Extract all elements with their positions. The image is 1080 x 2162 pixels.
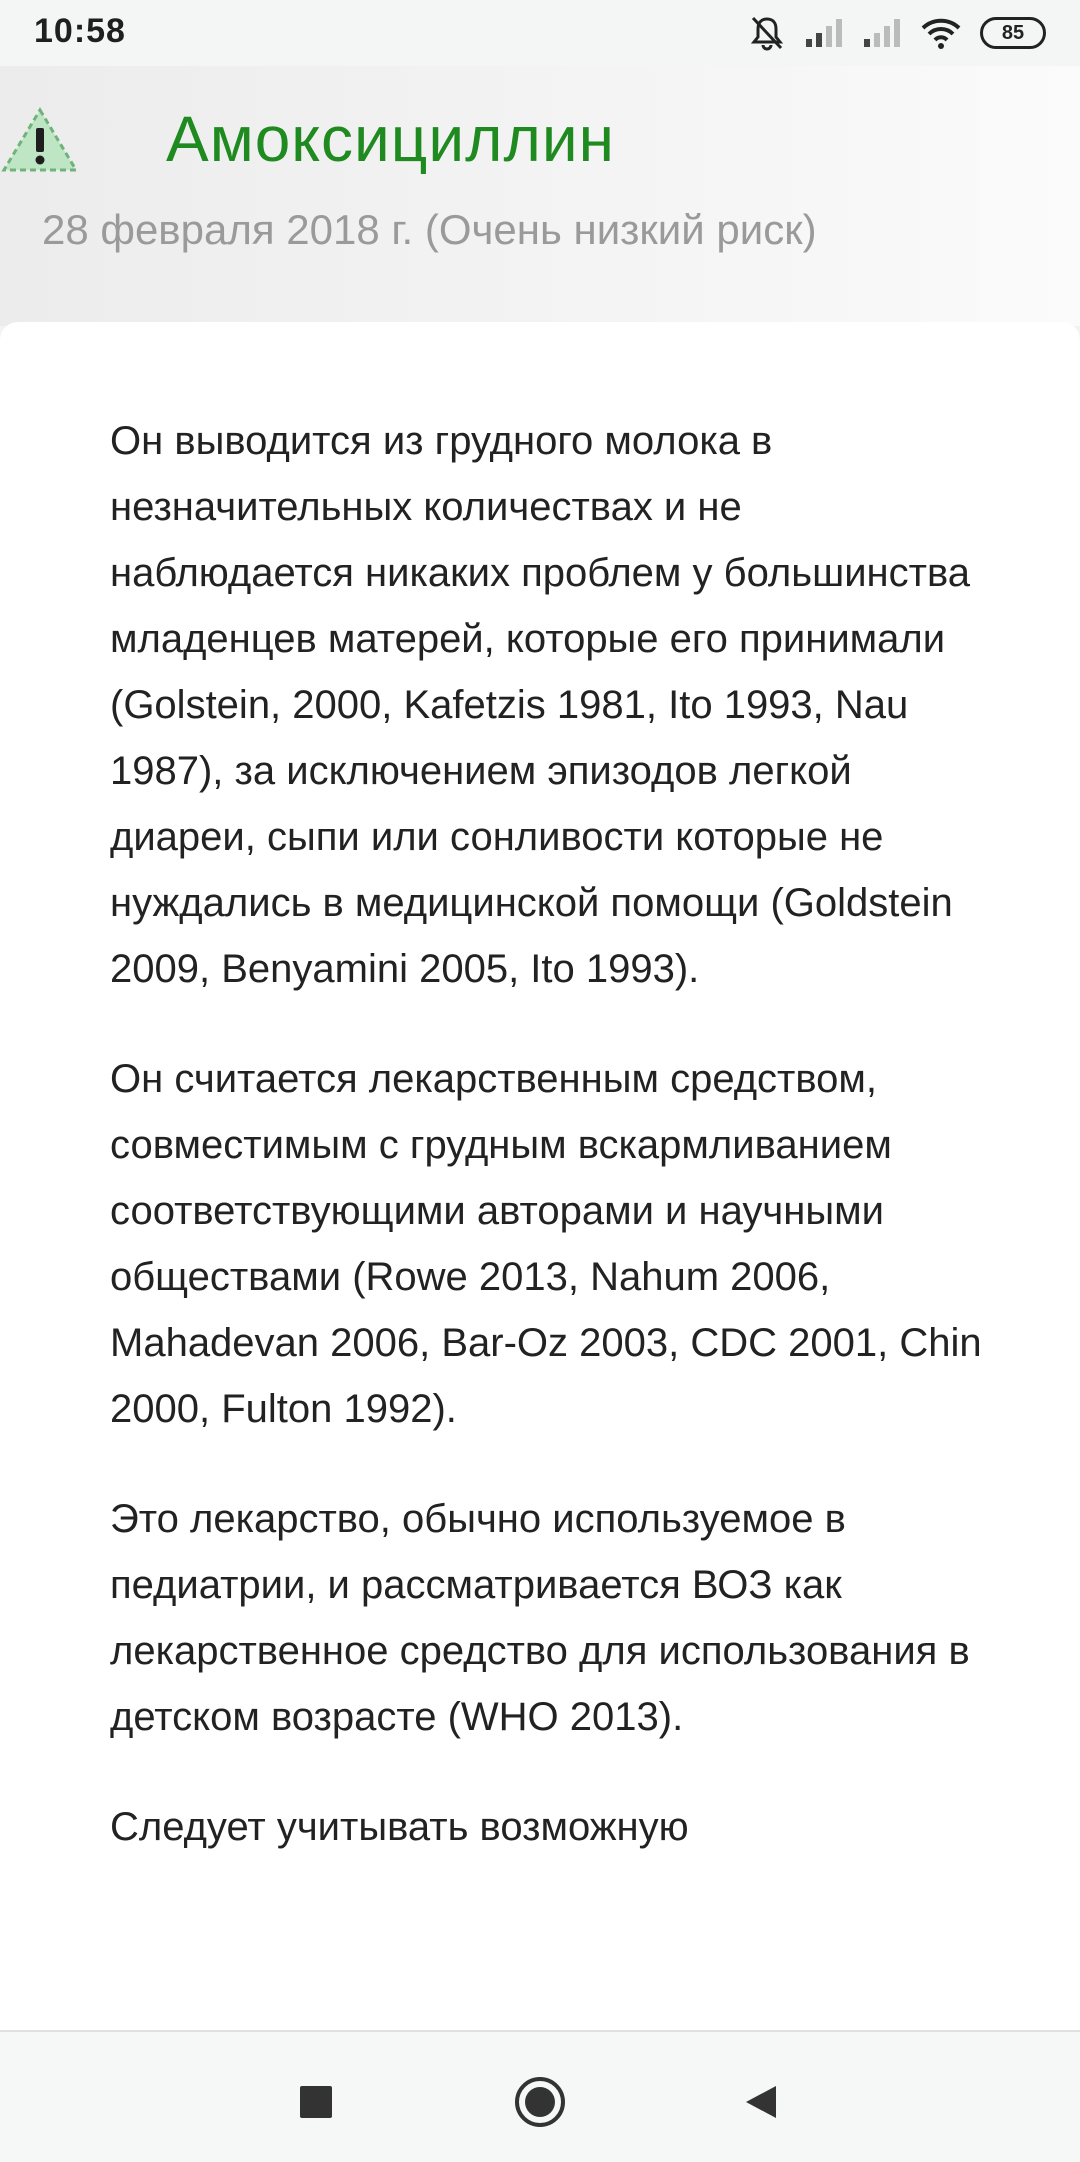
- wifi-icon: [920, 16, 962, 50]
- paragraph-4: Следует учитывать возможную: [110, 1805, 689, 1849]
- paragraph-3: Это лекарство, обычно используемое в педиатрии, и рассматривается ВОЗ как лекарственное средство для использования в детском возрасте (WHO 2013).: [110, 1497, 970, 1739]
- mute-bell-icon: [748, 14, 786, 52]
- battery-level: 85: [1001, 21, 1025, 44]
- back-button[interactable]: [732, 2072, 792, 2132]
- home-button[interactable]: [510, 2072, 570, 2132]
- paragraph-1: Он выводится из грудного молока в незначительных количествах и не наблюдается никаких проблем у большинства младенцев матерей, которые его принимали (Golstein, 2000, Kafetzis 1981, Ito 1993, Nau 1987), за исключением эпизодов легкой диареи, сыпи или сонливости которые не нуждались в медицинской помощи (Goldstein 2009, Benyamini 2005, Ito 1993).: [110, 419, 970, 991]
- recents-square-icon: [298, 2084, 334, 2120]
- navigation-bar: [0, 2030, 1080, 2162]
- recents-button[interactable]: [286, 2072, 346, 2132]
- battery-icon: [980, 17, 1046, 49]
- status-time: 10:58: [34, 12, 126, 50]
- risk-date-subtitle: 28 февраля 2018 г. (Очень низкий риск): [42, 206, 817, 253]
- status-bar: [0, 0, 1080, 66]
- warning-triangle-icon: [0, 106, 80, 174]
- signal-icon: [804, 17, 844, 49]
- drug-header: [0, 66, 1080, 326]
- signal-weak-icon: [862, 17, 902, 49]
- status-icons: [748, 14, 1046, 52]
- content-text: [110, 408, 990, 1904]
- content-card: [0, 322, 1080, 2030]
- back-triangle-icon: [742, 2082, 782, 2122]
- paragraph-2: Он считается лекарственным средством, совместимым с грудным вскармливанием соответствующими авторами и научными обществами (Rowe 2013, Nahum 2006, Mahadevan 2006, Bar-Oz 2003, CDC 2001, Chin 2000, Fulton 1992).: [110, 1057, 982, 1431]
- drug-title: Амоксициллин: [166, 103, 615, 175]
- home-circle-icon: [513, 2075, 567, 2129]
